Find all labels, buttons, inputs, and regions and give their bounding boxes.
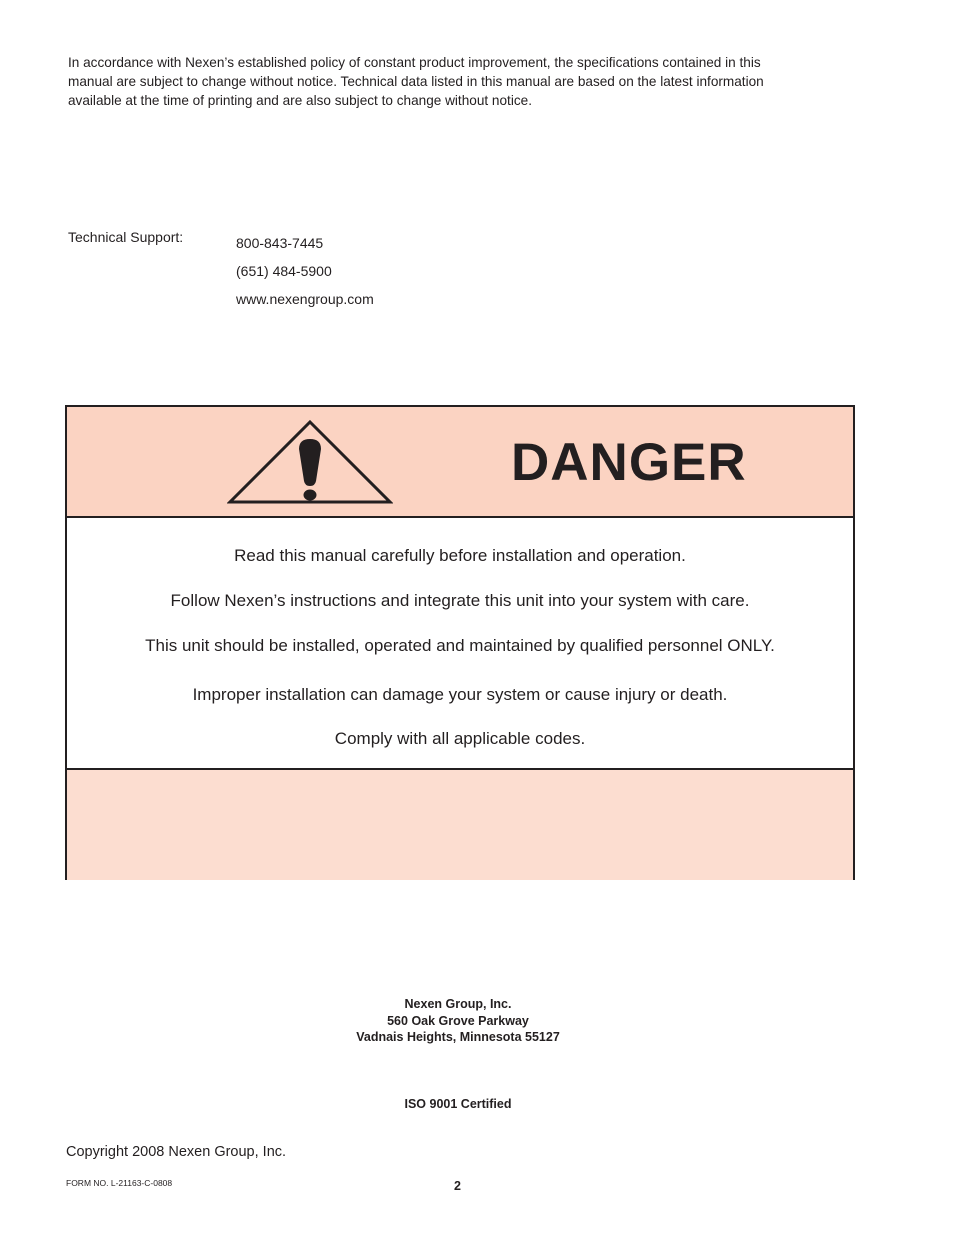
danger-heading: DANGER	[511, 433, 747, 492]
technical-support-contacts	[236, 229, 374, 313]
page-number: 2	[454, 1179, 461, 1193]
danger-instruction-line: Comply with all applicable codes.	[334, 729, 586, 748]
support-phone-tollfree: 800-843-7445	[236, 235, 324, 251]
copyright-notice: Copyright 2008 Nexen Group, Inc.	[66, 1144, 287, 1160]
form-number: FORM NO. L-21163-C-0808	[66, 1178, 173, 1188]
company-street: 560 Oak Grove Parkway	[387, 1013, 529, 1028]
danger-instruction-line: Improper installation can damage your system or cause injury or death.	[192, 685, 728, 704]
danger-header	[67, 407, 853, 518]
disclaimer-line: In accordance with Nexen’s established policy of constant product improvement, the specifications contained in this	[68, 55, 761, 70]
company-city: Vadnais Heights, Minnesota 55127	[356, 1030, 560, 1044]
danger-instruction-line: Follow Nexen’s instructions and integrate this unit into your system with care.	[170, 591, 750, 610]
warning-triangle-icon	[227, 419, 393, 505]
danger-instructions	[67, 518, 853, 768]
danger-warning-box	[65, 405, 855, 880]
company-address	[0, 996, 916, 1046]
danger-footer-band	[67, 768, 853, 880]
support-website: www.nexengroup.com	[236, 291, 374, 307]
disclaimer-line: manual are subject to change without notice. Technical data listed in this manual are based on the latest information	[68, 74, 764, 89]
company-name: Nexen Group, Inc.	[404, 997, 512, 1011]
technical-support-label: Technical Support:	[68, 229, 184, 245]
disclaimer-paragraph	[68, 53, 868, 110]
disclaimer-line: available at the time of printing and are also subject to change without notice.	[68, 93, 532, 108]
danger-instruction-line: Read this manual carefully before installation and operation.	[234, 546, 686, 565]
support-phone-local: (651) 484-5900	[236, 263, 332, 279]
danger-instruction-line: This unit should be installed, operated and maintained by qualified personnel ONLY.	[145, 636, 775, 655]
iso-certification: ISO 9001 Certified	[404, 1097, 512, 1111]
